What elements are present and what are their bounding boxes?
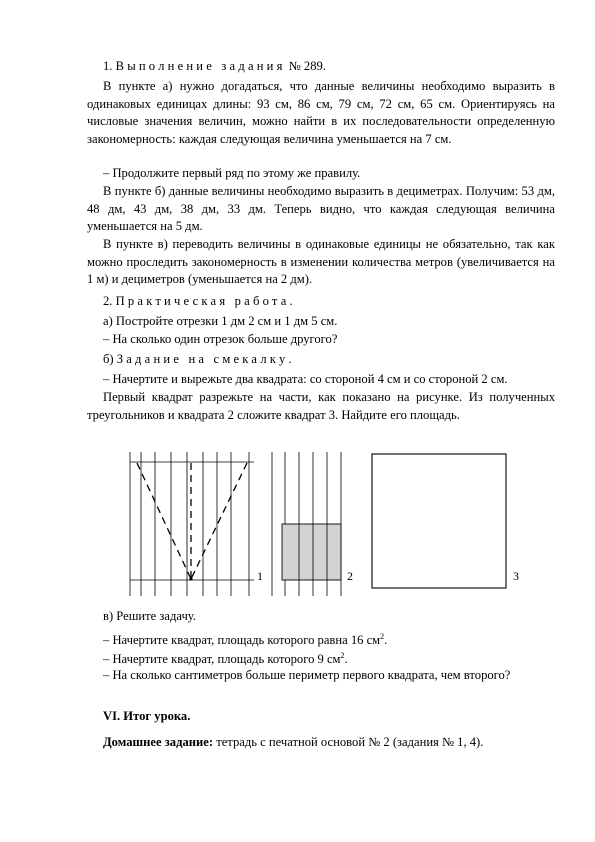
section-1-number: 1. [103, 59, 113, 73]
paragraph-b: В пункте б) данные величины необходимо выразить в дециметрах. Получим: 53 дм, 48 дм, 43 дм, 38 дм, 33 дм. Теперь видно, что каждая следующая величина уменьшается на 5 дм. [87, 184, 555, 233]
task-b-title: Задание на смекалку [116, 352, 289, 366]
task-a-line-1: а) Постройте отрезки 1 дм 2 см и 1 дм 5 см. [103, 314, 338, 328]
question-2-superscript: 2 [340, 651, 345, 660]
cut-line-right [191, 463, 247, 579]
figure-1-lines [130, 452, 254, 596]
paragraph-v: В пункте в) переводить величины в одинаковые единицы не обязательно, так как можно проследить закономерность в изменении количества метров (увеличивается на 1 м) и дециметров (уменьшается на 2 дм). [87, 237, 555, 286]
cut-line-left [137, 463, 191, 579]
task-v-question-2 [87, 647, 555, 669]
homework-line [87, 734, 555, 752]
figure-label-1: 1 [257, 569, 263, 583]
task-v-heading: в) Решите задачу. [103, 609, 196, 623]
task-a-line-2: – На сколько один отрезок больше другого? [103, 332, 338, 346]
question-2-text: – Начертите квадрат, площадь которого 9 см [103, 652, 341, 667]
cut-point [189, 577, 192, 580]
task-b-prefix: б) [103, 352, 117, 366]
cut-lines [137, 463, 247, 579]
question-1-end: . [384, 633, 388, 648]
question-1-text: – Начертите квадрат, площадь которого равна 16 см [103, 633, 381, 648]
square-3 [372, 454, 506, 588]
task-b-dot: . [288, 352, 292, 366]
section-1-task: № 289. [285, 59, 326, 73]
task-b-paragraph: Первый квадрат разрежьте на части, как показано на рисунке. Из полученных треугольников и квадрата 2 сложите квадрат 3. Найдите его площадь. [87, 390, 555, 422]
homework-label: Домашнее задание: [103, 735, 214, 749]
task-b-line-1: – Начертите и вырежьте два квадрата: со стороной 4 см и со стороной 2 см. [103, 372, 508, 386]
square-2 [282, 524, 341, 580]
task-v-question-3: – На сколько сантиметров больше периметр первого квадрата, чем второго? [103, 668, 511, 682]
homework-text: тетрадь с печатной основой № 2 (задания № 1, 4). [213, 735, 484, 749]
paragraph-a: В пункте а) нужно догадаться, что данные величины необходимо выразить в одинаковых единицах длины: 93 см, 86 см, 79 см, 72 см, 65 см. Ориентируясь на числовые значения величин, можно найти в их последовательности определенную закономерность: каждая следующая величина уменьшается на 7 см. [87, 79, 555, 146]
figure-label-3: 3 [513, 569, 519, 583]
section-2-dot: . [289, 294, 293, 308]
summary-heading: VI. Итог урока. [103, 709, 191, 723]
figure-label-2: 2 [347, 569, 353, 583]
question-1-superscript: 2 [380, 632, 385, 641]
section-2-number: 2. [103, 294, 113, 308]
instruction-continue-row: – Продолжите первый ряд по этому же правилу. [103, 166, 361, 180]
section-2-title: Практическая работа [115, 294, 290, 308]
section-1-title: Выполнение задания [115, 59, 286, 73]
question-2-end: . [344, 652, 348, 667]
